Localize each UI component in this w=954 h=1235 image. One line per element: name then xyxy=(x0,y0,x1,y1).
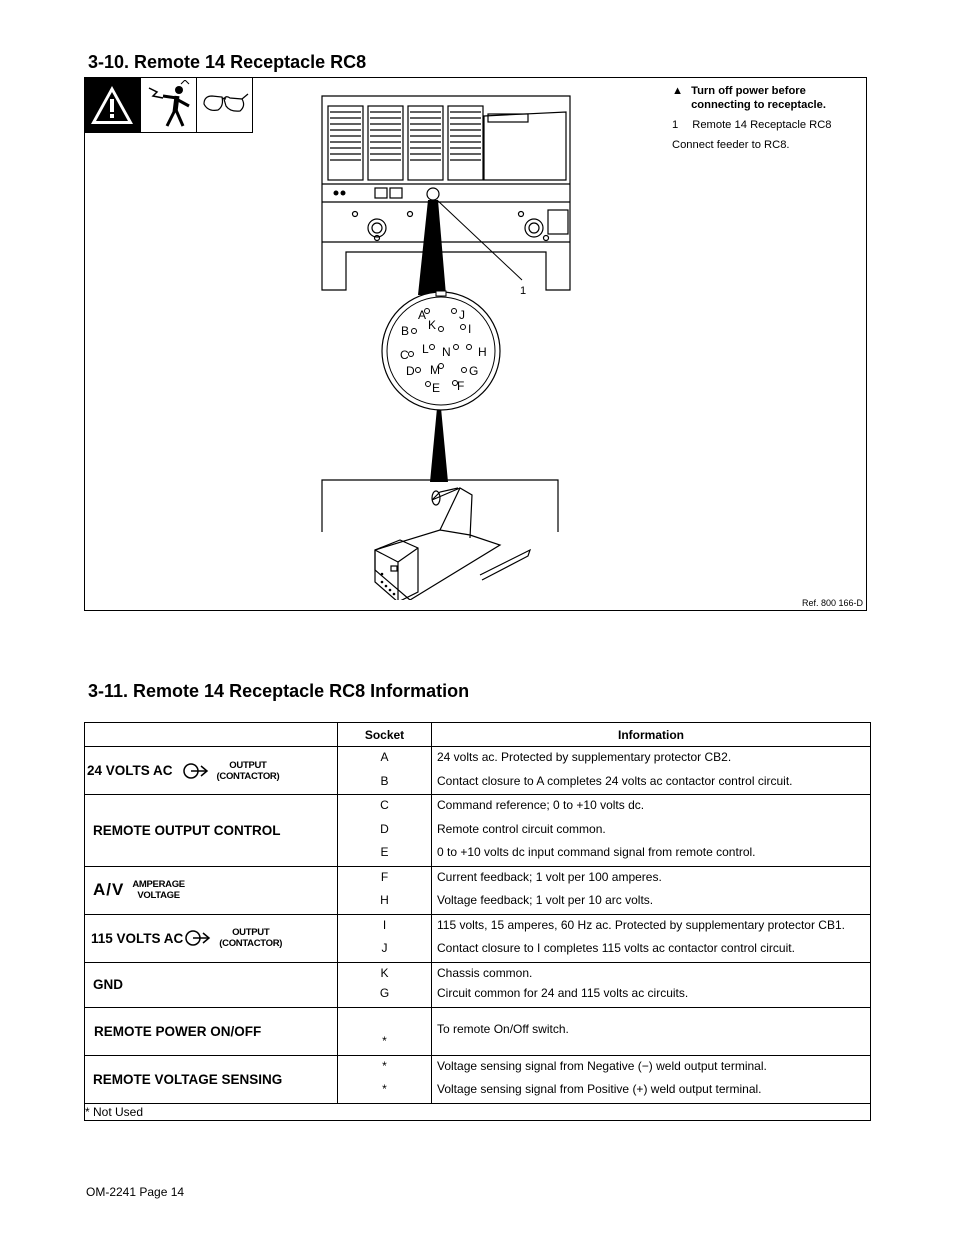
table-row xyxy=(85,866,871,914)
table-row xyxy=(85,1055,871,1103)
socket-cell: I J xyxy=(338,914,432,962)
pointer-to-feeder xyxy=(430,408,448,482)
row-label: 24 VOLTS AC OUTPUT (CONTACTOR) xyxy=(85,747,338,795)
info-cell: Command reference; 0 to +10 volts dc. Remote control circuit common. 0 to +10 volts dc input command signal from remote control. xyxy=(432,795,871,867)
socket-cell: C D E xyxy=(338,795,432,867)
pin-label-k: K xyxy=(428,318,437,332)
pin-label-e: E xyxy=(432,381,441,395)
info-cell: Voltage sensing signal from Negative (−) weld output terminal. Voltage sensing signal from Positive (+) weld output terminal. xyxy=(432,1055,871,1103)
row-label: REMOTE POWER ON/OFF xyxy=(85,1007,338,1055)
footnote: * Not Used xyxy=(85,1103,871,1120)
pin-label-a: A xyxy=(418,308,427,322)
instruction: Connect feeder to RC8. xyxy=(672,139,790,151)
reference-number: Ref. 800 166-D xyxy=(801,598,863,608)
info-cell: To remote On/Off switch. xyxy=(432,1007,871,1055)
electric-shock-icon xyxy=(140,77,196,132)
section-title: 3-11. Remote 14 Receptacle RC8 Information xyxy=(88,681,470,701)
figure-notes xyxy=(672,84,862,152)
pin-label-l: L xyxy=(422,342,429,356)
safety-symbols xyxy=(84,77,253,133)
row-label: REMOTE OUTPUT CONTROL xyxy=(85,795,338,867)
amperage-voltage-symbol: A/V xyxy=(93,880,125,899)
warning-note: ▲ Turn off power before connecting to receptacle. xyxy=(672,85,826,111)
vent-slats xyxy=(330,112,481,160)
header-information: Information xyxy=(432,723,871,747)
table-row xyxy=(85,747,871,795)
info-cell: Current feedback; 1 volt per 100 amperes. Voltage feedback; 1 volt per 10 arc volts. xyxy=(432,866,871,914)
pin-label-h: H xyxy=(478,345,487,359)
welding-machine-drawing xyxy=(322,96,570,290)
info-cell: 24 volts ac. Protected by supplementary protector CB2. Contact closure to A completes 24 volts ac contactor control circuit. xyxy=(432,747,871,795)
table-header-row xyxy=(85,723,871,747)
info-cell: Chassis common. Circuit common for 24 and 115 volts ac circuits. xyxy=(432,962,871,1007)
receptacle-info-table xyxy=(84,722,871,1121)
table-row xyxy=(85,962,871,1007)
socket-cell: * xyxy=(338,1007,432,1055)
callout-number: 1 xyxy=(520,285,527,297)
table-row xyxy=(85,795,871,867)
pin-label-b: B xyxy=(401,324,410,338)
receptacle-diagram xyxy=(300,90,580,600)
page-footer: OM-2241 Page 14 xyxy=(86,1185,185,1199)
pin-label-j: J xyxy=(459,308,465,322)
row-label: GND xyxy=(85,962,338,1007)
socket-cell: * * xyxy=(338,1055,432,1103)
pin-label-g: G xyxy=(469,364,479,378)
callout-line xyxy=(437,200,522,280)
output-contactor-icon xyxy=(183,762,211,780)
warning-icon xyxy=(84,77,140,132)
footnote-row xyxy=(85,1103,871,1120)
header-blank xyxy=(85,723,338,747)
item-1: 1 Remote 14 Receptacle RC8 xyxy=(672,119,832,131)
warning-triangle-icon: ▲ xyxy=(672,85,684,97)
section-title: 3-10. Remote 14 Receptacle RC8 xyxy=(88,52,367,72)
table-row xyxy=(85,914,871,962)
socket-cell: F H xyxy=(338,866,432,914)
pointer-to-receptacle xyxy=(418,200,446,295)
info-cell: 115 volts, 15 amperes, 60 Hz ac. Protected by supplementary protector CB1. Contact closure to I completes 115 volts ac contactor control circuit. xyxy=(432,914,871,962)
pin-label-m: M xyxy=(430,363,440,377)
pin-label-d: D xyxy=(406,364,415,378)
pin-label-i: I xyxy=(468,322,472,336)
pin-label-c: C xyxy=(400,348,409,362)
socket-cell: K G xyxy=(338,962,432,1007)
row-label: REMOTE VOLTAGE SENSING xyxy=(85,1055,338,1103)
table-row xyxy=(85,1007,871,1055)
safety-glasses-icon xyxy=(196,77,252,132)
header-socket: Socket xyxy=(338,723,432,747)
row-label: 115 VOLTS AC OUTPUT (CONTACTOR) xyxy=(85,914,338,962)
wire-feeder-drawing xyxy=(322,480,558,600)
pin-label-n: N xyxy=(442,345,451,359)
socket-cell: A B xyxy=(338,747,432,795)
output-contactor-icon xyxy=(185,929,213,947)
pin-label-f: F xyxy=(457,379,465,393)
row-label: A/V AMPERAGE VOLTAGE xyxy=(85,866,338,914)
